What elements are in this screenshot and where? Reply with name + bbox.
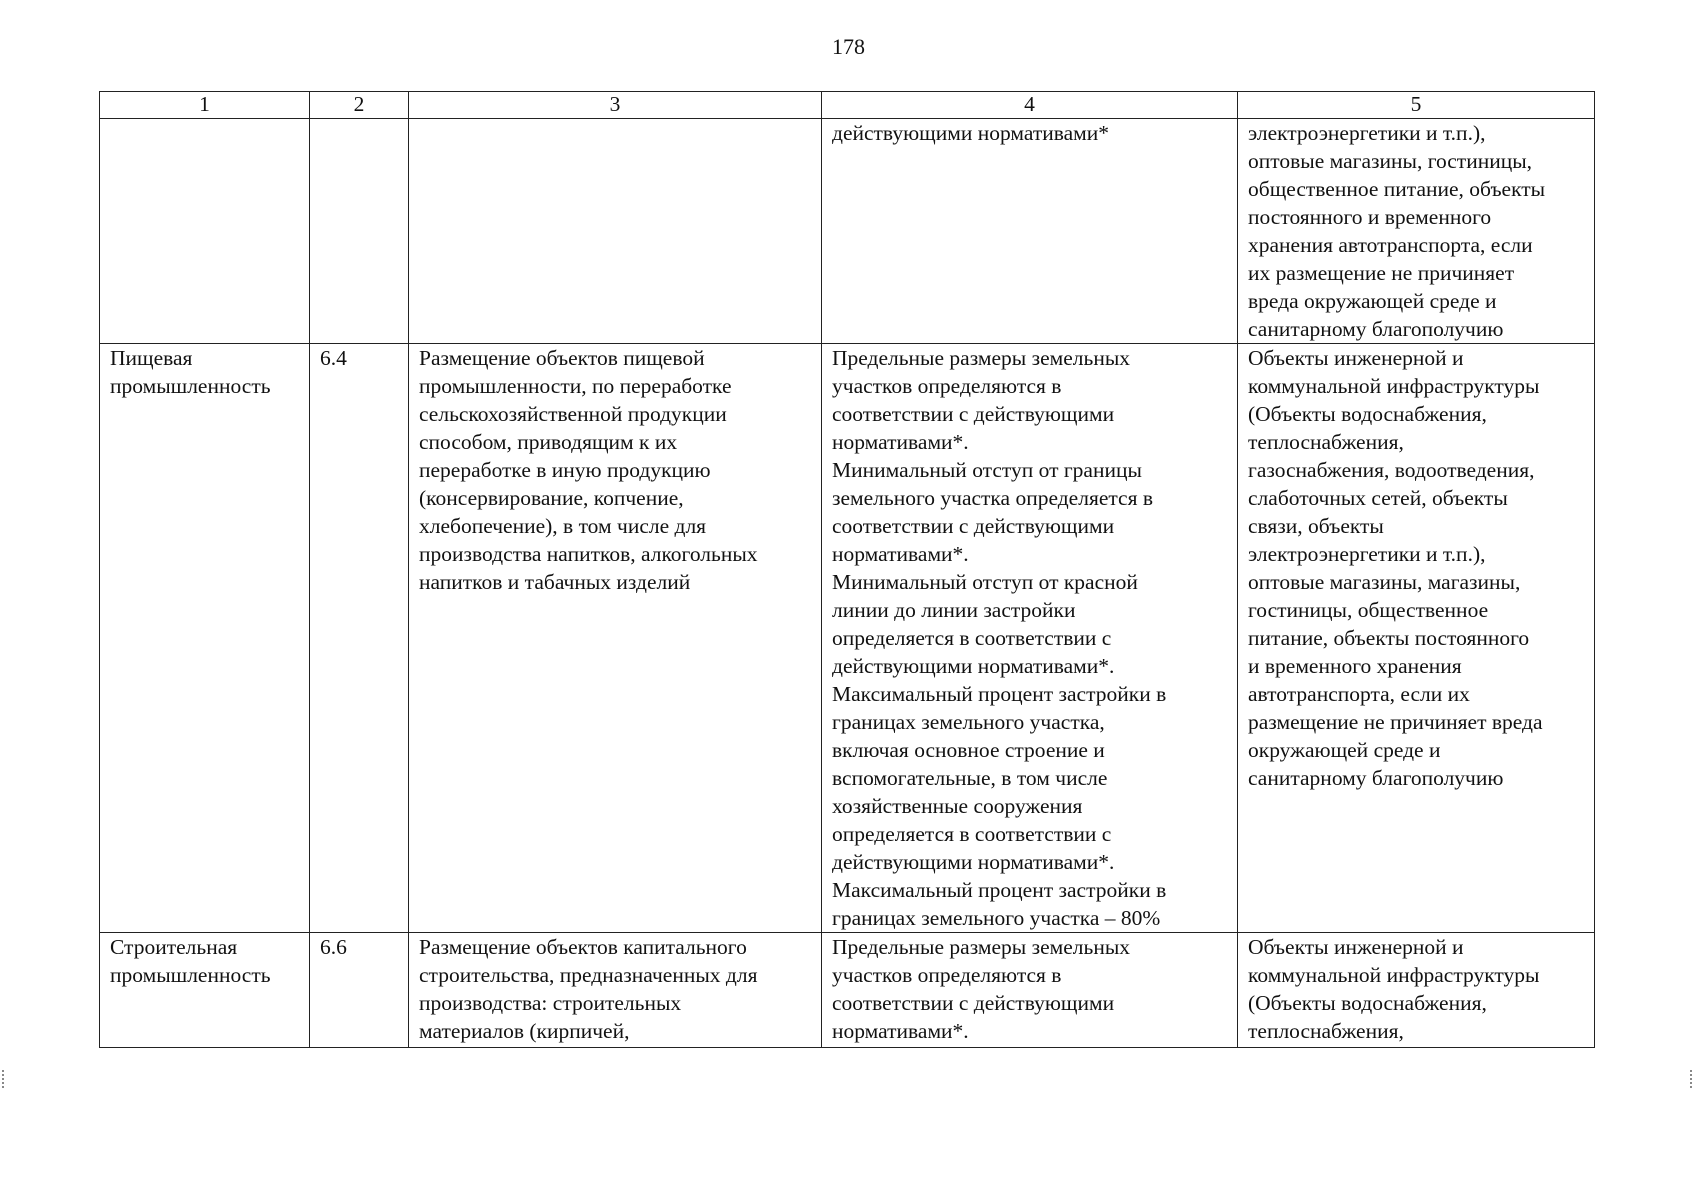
cell-text-line: (Объекты водоснабжения, xyxy=(1248,402,1487,426)
cell-text-line: Предельные размеры земельных xyxy=(832,935,1131,959)
cell-text-line: материалов (кирпичей, xyxy=(419,1019,630,1043)
cell-text-line: нормативами*. xyxy=(832,1019,969,1043)
category-cell xyxy=(100,933,310,1048)
cell-text-line: вспомогательные, в том числе xyxy=(832,766,1108,790)
cell-text-line: слаботочных сетей, объекты xyxy=(1248,486,1508,510)
cell-text-line: гостиницы, общественное xyxy=(1248,598,1489,622)
column-header: 1 xyxy=(100,92,310,119)
table-row xyxy=(100,933,1595,1048)
table-row xyxy=(100,119,1595,344)
cell-text-line: (консервирование, копчение, xyxy=(419,486,684,510)
cell-text-line: санитарному благополучию xyxy=(1248,766,1504,790)
cell-text-line: электроэнергетики и т.п.), xyxy=(1248,121,1486,145)
cell-text-line: Максимальный процент застройки в xyxy=(832,682,1167,706)
cell-text-line: включая основное строение и xyxy=(832,738,1105,762)
cell-text-line: автотранспорта, если их xyxy=(1248,682,1470,706)
cell-text-line: общественное питание, объекты xyxy=(1248,177,1546,201)
cell-text-line: окружающей среде и xyxy=(1248,738,1441,762)
cell-text-line: определяется в соответствии с xyxy=(832,822,1112,846)
table-row xyxy=(100,344,1595,933)
cell-text-line: строительства, предназначенных для xyxy=(419,963,758,987)
cell-text-line: связи, объекты xyxy=(1248,514,1384,538)
page-number: 178 xyxy=(832,34,865,59)
category-cell xyxy=(100,344,310,933)
description-cell xyxy=(409,119,822,344)
cell-text-line: питание, объекты постоянного xyxy=(1248,626,1530,650)
cell-text-line: определяется в соответствии с xyxy=(832,626,1112,650)
cell-text-line: Размещение объектов пищевой xyxy=(419,346,705,370)
cell-text-line: Объекты инженерной и xyxy=(1248,346,1464,370)
cell-text-line: напитков и табачных изделий xyxy=(419,570,691,594)
cell-text-line: соответствии с действующими xyxy=(832,514,1115,538)
cell-text-line: Предельные размеры земельных xyxy=(832,346,1131,370)
code-cell xyxy=(310,933,409,1048)
cell-text-line: участков определяются в xyxy=(832,963,1062,987)
cell-text-line: Максимальный процент застройки в xyxy=(832,878,1167,902)
cell-text-line: коммунальной инфраструктуры xyxy=(1248,374,1540,398)
cell-text-line: промышленности, по переработке xyxy=(419,374,732,398)
column-header: 3 xyxy=(409,92,822,119)
parameters-cell xyxy=(822,344,1238,933)
cell-text-line: их размещение не причиняет xyxy=(1248,261,1515,285)
cell-text-line: промышленность xyxy=(110,374,271,398)
cell-text-line: постоянного и временного xyxy=(1248,205,1492,229)
cell-text-line: Объекты инженерной и xyxy=(1248,935,1464,959)
column-header: 4 xyxy=(822,92,1238,119)
cell-text-line: соответствии с действующими xyxy=(832,991,1115,1015)
scan-margin-mark-left xyxy=(2,1070,8,1088)
column-header: 5 xyxy=(1238,92,1595,119)
cell-text-line: коммунальной инфраструктуры xyxy=(1248,963,1540,987)
auxiliary-uses-cell xyxy=(1238,344,1595,933)
cell-text-line: санитарному благополучию xyxy=(1248,317,1504,341)
auxiliary-uses-cell xyxy=(1238,933,1595,1048)
cell-text-line: нормативами*. xyxy=(832,542,969,566)
auxiliary-uses-cell xyxy=(1238,119,1595,344)
cell-text-line: Размещение объектов капитального xyxy=(419,935,747,959)
cell-text-line: электроэнергетики и т.п.), xyxy=(1248,542,1486,566)
cell-text-line: 6.4 xyxy=(320,346,347,370)
cell-text-line: нормативами*. xyxy=(832,430,969,454)
cell-text-line: земельного участка определяется в xyxy=(832,486,1153,510)
cell-text-line: способом, приводящим к их xyxy=(419,430,678,454)
category-cell xyxy=(100,119,310,344)
cell-text-line: оптовые магазины, магазины, xyxy=(1248,570,1521,594)
zoning-table xyxy=(99,91,1595,1048)
cell-text-line: действующими нормативами* xyxy=(832,121,1110,145)
description-cell xyxy=(409,344,822,933)
cell-text-line: участков определяются в xyxy=(832,374,1062,398)
cell-text-line: действующими нормативами*. xyxy=(832,850,1115,874)
cell-text-line: 6.6 xyxy=(320,935,347,959)
cell-text-line: теплоснабжения, xyxy=(1248,1019,1404,1043)
cell-text-line: Минимальный отступ от красной xyxy=(832,570,1138,594)
cell-text-line: хранения автотранспорта, если xyxy=(1248,233,1533,257)
header-row xyxy=(100,92,1595,119)
cell-text-line: (Объекты водоснабжения, xyxy=(1248,991,1487,1015)
cell-text-line: размещение не причиняет вреда xyxy=(1248,710,1543,734)
scan-margin-mark-right xyxy=(1690,1070,1696,1088)
code-cell xyxy=(310,344,409,933)
cell-text-line: Минимальный отступ от границы xyxy=(832,458,1142,482)
cell-text-line: оптовые магазины, гостиницы, xyxy=(1248,149,1533,173)
cell-text-line: хлебопечение), в том числе для xyxy=(419,514,707,538)
column-header: 2 xyxy=(310,92,409,119)
cell-text-line: сельскохозяйственной продукции xyxy=(419,402,727,426)
cell-text-line: хозяйственные сооружения xyxy=(832,794,1083,818)
cell-text-line: Пищевая xyxy=(110,346,193,370)
cell-text-line: Строительная xyxy=(110,935,238,959)
cell-text-line: переработке в иную продукцию xyxy=(419,458,711,482)
cell-text-line: и временного хранения xyxy=(1248,654,1462,678)
cell-text-line: производства напитков, алкогольных xyxy=(419,542,758,566)
cell-text-line: газоснабжения, водоотведения, xyxy=(1248,458,1535,482)
cell-text-line: промышленность xyxy=(110,963,271,987)
cell-text-line: линии до линии застройки xyxy=(832,598,1076,622)
parameters-cell xyxy=(822,933,1238,1048)
cell-text-line: производства: строительных xyxy=(419,991,682,1015)
parameters-cell xyxy=(822,119,1238,344)
cell-text-line: соответствии с действующими xyxy=(832,402,1115,426)
description-cell xyxy=(409,933,822,1048)
cell-text-line: вреда окружающей среде и xyxy=(1248,289,1497,313)
cell-text-line: действующими нормативами*. xyxy=(832,654,1115,678)
cell-text-line: теплоснабжения, xyxy=(1248,430,1404,454)
cell-text-line: границах земельного участка, xyxy=(832,710,1105,734)
code-cell xyxy=(310,119,409,344)
cell-text-line: границах земельного участка – 80% xyxy=(832,906,1161,930)
